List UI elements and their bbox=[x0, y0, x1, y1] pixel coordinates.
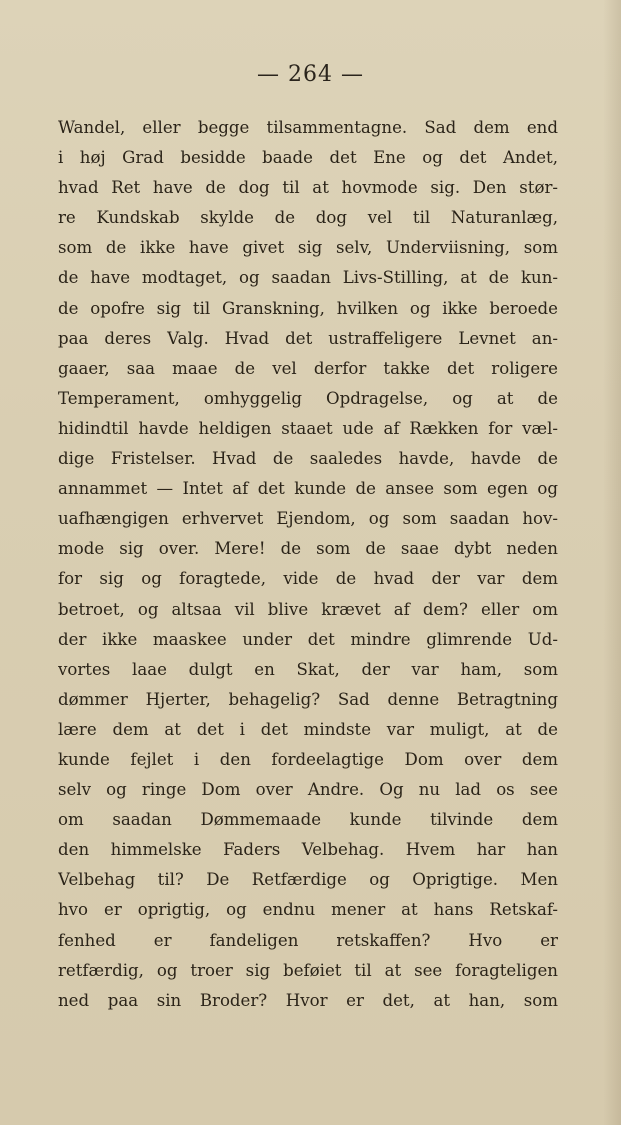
text-line: hvo er oprigtig, og endnu mener at hans Retskaf- bbox=[58, 900, 558, 920]
text-line: de have modtaget, og saadan Livs-Stilling, at de kun- bbox=[58, 268, 558, 288]
text-line: vortes laae dulgt en Skat, der var ham, som bbox=[58, 659, 558, 679]
text-line: for sig og foragtede, vide de hvad der var dem bbox=[58, 569, 558, 589]
text-line: Wandel, eller begge tilsammentagne. Sad dem end bbox=[58, 118, 558, 137]
text-line: mode sig over. Mere! de som de saae dybt neden bbox=[58, 539, 558, 559]
text-line: hidindtil havde heldigen staaet ude af Rækken for væl- bbox=[58, 418, 558, 438]
text-line: lære dem at det i det mindste var muligt, at de bbox=[58, 719, 558, 739]
text-line: Temperament, omhyggelig Opdragelse, og at de bbox=[58, 388, 558, 408]
page-number: — 264 — bbox=[257, 62, 364, 87]
text-line: hvad Ret have de dog til at hovmode sig. Den stør- bbox=[58, 178, 558, 198]
text-line: fenhed er fandeligen retskaffen? Hvo er bbox=[58, 930, 558, 950]
text-line: om saadan Dømmemaade kunde tilvinde dem bbox=[58, 810, 558, 830]
text-line: annammet — Intet af det kunde de ansee som egen og bbox=[58, 479, 558, 499]
text-line: i høj Grad besidde baade det Ene og det Andet, bbox=[58, 148, 558, 168]
text-line: Velbehag til? De Retfærdige og Oprigtige. Men bbox=[58, 870, 558, 890]
text-line: gaaer, saa maae de vel derfor takke det roligere bbox=[58, 358, 558, 378]
text-line: re Kundskab skylde de dog vel til Naturanlæg, bbox=[58, 208, 558, 228]
text-line: retfærdig, og troer sig beføiet til at see foragteligen bbox=[58, 960, 558, 980]
text-line: ned paa sin Broder? Hvor er det, at han, som bbox=[58, 990, 558, 1010]
text-line: der ikke maaskee under det mindre glimrende Ud- bbox=[58, 629, 558, 649]
text-line: betroet, og altsaa vil blive krævet af dem? eller om bbox=[58, 599, 558, 619]
text-line: selv og ringe Dom over Andre. Og nu lad os see bbox=[58, 780, 558, 800]
body-text bbox=[58, 113, 558, 1016]
text-line: som de ikke have givet sig selv, Underviisning, som bbox=[58, 238, 558, 258]
page-edge-shadow bbox=[603, 0, 621, 1125]
text-line: uafhængigen erhvervet Ejendom, og som saadan hov- bbox=[58, 509, 558, 529]
text-line: de opofre sig til Granskning, hvilken og ikke beroede bbox=[58, 298, 558, 318]
text-line: dømmer Hjerter, behagelig? Sad denne Betragtning bbox=[58, 689, 558, 709]
text-line: den himmelske Faders Velbehag. Hvem har han bbox=[58, 840, 558, 860]
text-line: paa deres Valg. Hvad det ustraffeligere Levnet an- bbox=[58, 328, 558, 348]
text-line: kunde fejlet i den fordeelagtige Dom over dem bbox=[58, 749, 558, 769]
text-line: dige Fristelser. Hvad de saaledes havde, havde de bbox=[58, 449, 558, 469]
